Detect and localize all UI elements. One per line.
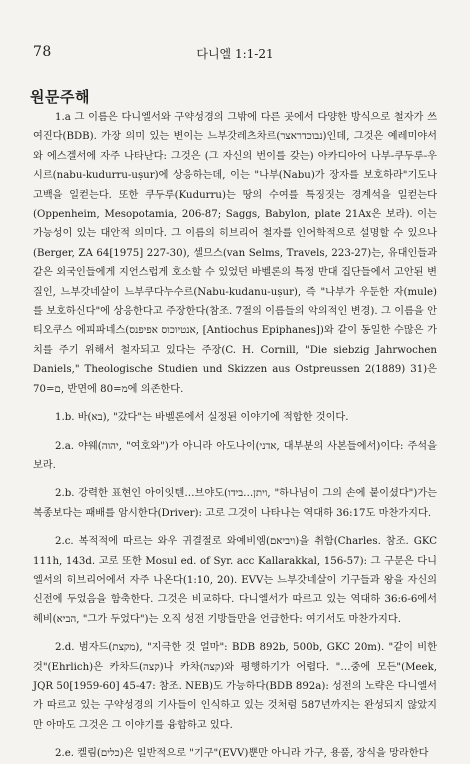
paragraph-2a: 2.a. 야웨(יהוה, "여호와")가 아니라 아도나이(אדני, 대부분의 사본들에서)이다: 주석을 보라. (33, 440, 437, 471)
paragraph-2b: 2.b. 강력한 표현인 아이잇텐…브야도(ויתן…בידו, "하나님이 그의 손에 붙이셨다")가는 복종보다는 패배를 암시한다(Driver): 고로 그것이 나타나는 역대하 36:17도 마찬가지다. (33, 488, 437, 519)
running-title: 다니엘 1:1-21 (196, 47, 274, 61)
paragraph-2c: 2.c. 복적적에 따르는 와우 귀결절로 와예비엠(ויביאם)을 취함(Charles. 참조. GKC 111h, 143d. 고로 또한 Mosul ed. of Syr. acc Kallarakkal, 156-57): 그 구문은 다니엘서의 히브리어에서 자주 나온다(1:10, 20). EVV는 느부갓네살이 기구들과 왕을 자신의 신전에 두었음을 함축한다. 그것은 비교하다. 다니엘서가 따르고 있는 역대하 36:6-6에서 헤비(הביא, "그가 두었다")는 오직 성전 기방들만을 언급한다: 여기서도 마찬가지다. (33, 536, 437, 625)
paragraph-1b: 1.b. 바(בא), "갔다"는 바벨론에서 실정된 이야기에 적합한 것이다. (55, 412, 349, 424)
page-number: 78 (33, 44, 52, 60)
page-header (30, 44, 440, 64)
paragraph-2d: 2.d. 범자드(מקצת), "지극한 것 얼마": BDB 892b, 500b, GKC 20m). "같이 비한 것"(Ehrlich)은 카차드(קצה)나 카차(קצה)와 평행하기가 어렵다. "…중에 모든"(Meek, JQR 50[1959-60] 45-47: 참조. NEB)도 가능하다(BDB 892a): 성전의 노략은 다니엘서가 따르고 있는 구약성경의 기사들이 인식하고 있는 것처럼 587년까지는 완성되지 않았지만 아마도 그것은 그 이야기를 융합하고 있다. (33, 642, 437, 731)
section-heading: 원문주해 (30, 88, 90, 106)
paragraph-1a: 1.a 그 이름은 다니엘서와 구약성경의 그밖에 다른 곳에서 다양한 방식으로 철자가 쓰여진다(BDB). 가장 의미 있는 변이는 느부갓레츠차르(נבוכדראצר)인데, 그것은 예레미야서와 에스겔서에 자주 나타난다: 그것은 (그 자신의 번이를 갖는) 아카디아어 나부-쿠두루-우시르(nabu-kudurru-uṣur)에 상응하는데, 이는 "나부(Nabu)가 장자를 보호하라"기도나 고백을 일컫는다. 또한 쿠두루(Kudurru)는 땅의 수여를 특징짓는 경계석을 일컫는다(Oppenheim, Mesopotamia, 206-87; Saggs, Babylon, plate 21Ax은 보라). 이는 가능성이 있는 대안적 의미다. 그 이름의 히브리어 철자를 인어학적으로 설명할 수 있으나(Berger, ZA 64[1975] 227-30), 셀므스(van Selms, Travels, 223-27)는, 유대인들과 같은 외국인들에게 지언스럽게 호소할 수 있었던 바벨론의 특정 반대 집단들에서 고안된 변질인, 느부갓네살이 느부쿠다누수르(Nabu-kudanu-uṣur), 즉 "나부가 우둔한 자(mule)를 보호하신다"에 상응한다고 주장한다(참조. 7절의 이름들의 악의적인 변경). 그 이름을 안티오쿠스 에피파네스(אנטיוכוס אפיפנס, [Antiochus Epiphanes])와 같이 동일한 수많은 가치를 주기 위해서 철자되고 있다는 주장(C. H. Cornill, "Die siebzig Jahrwochen Daniels," Theologische Studien und Skizzen aus Ostpreussen 2(1889) 31)은 ם=70, 반면에 מ=80에 의존한다. (33, 112, 437, 395)
commentary-body (33, 108, 437, 764)
paragraph-2e: 2.e. 켈림(כלים)은 일반적으로 "기구"(EVV)뿐만 아니라 가구, 용품, 장식을 망라한다 (55, 748, 429, 760)
